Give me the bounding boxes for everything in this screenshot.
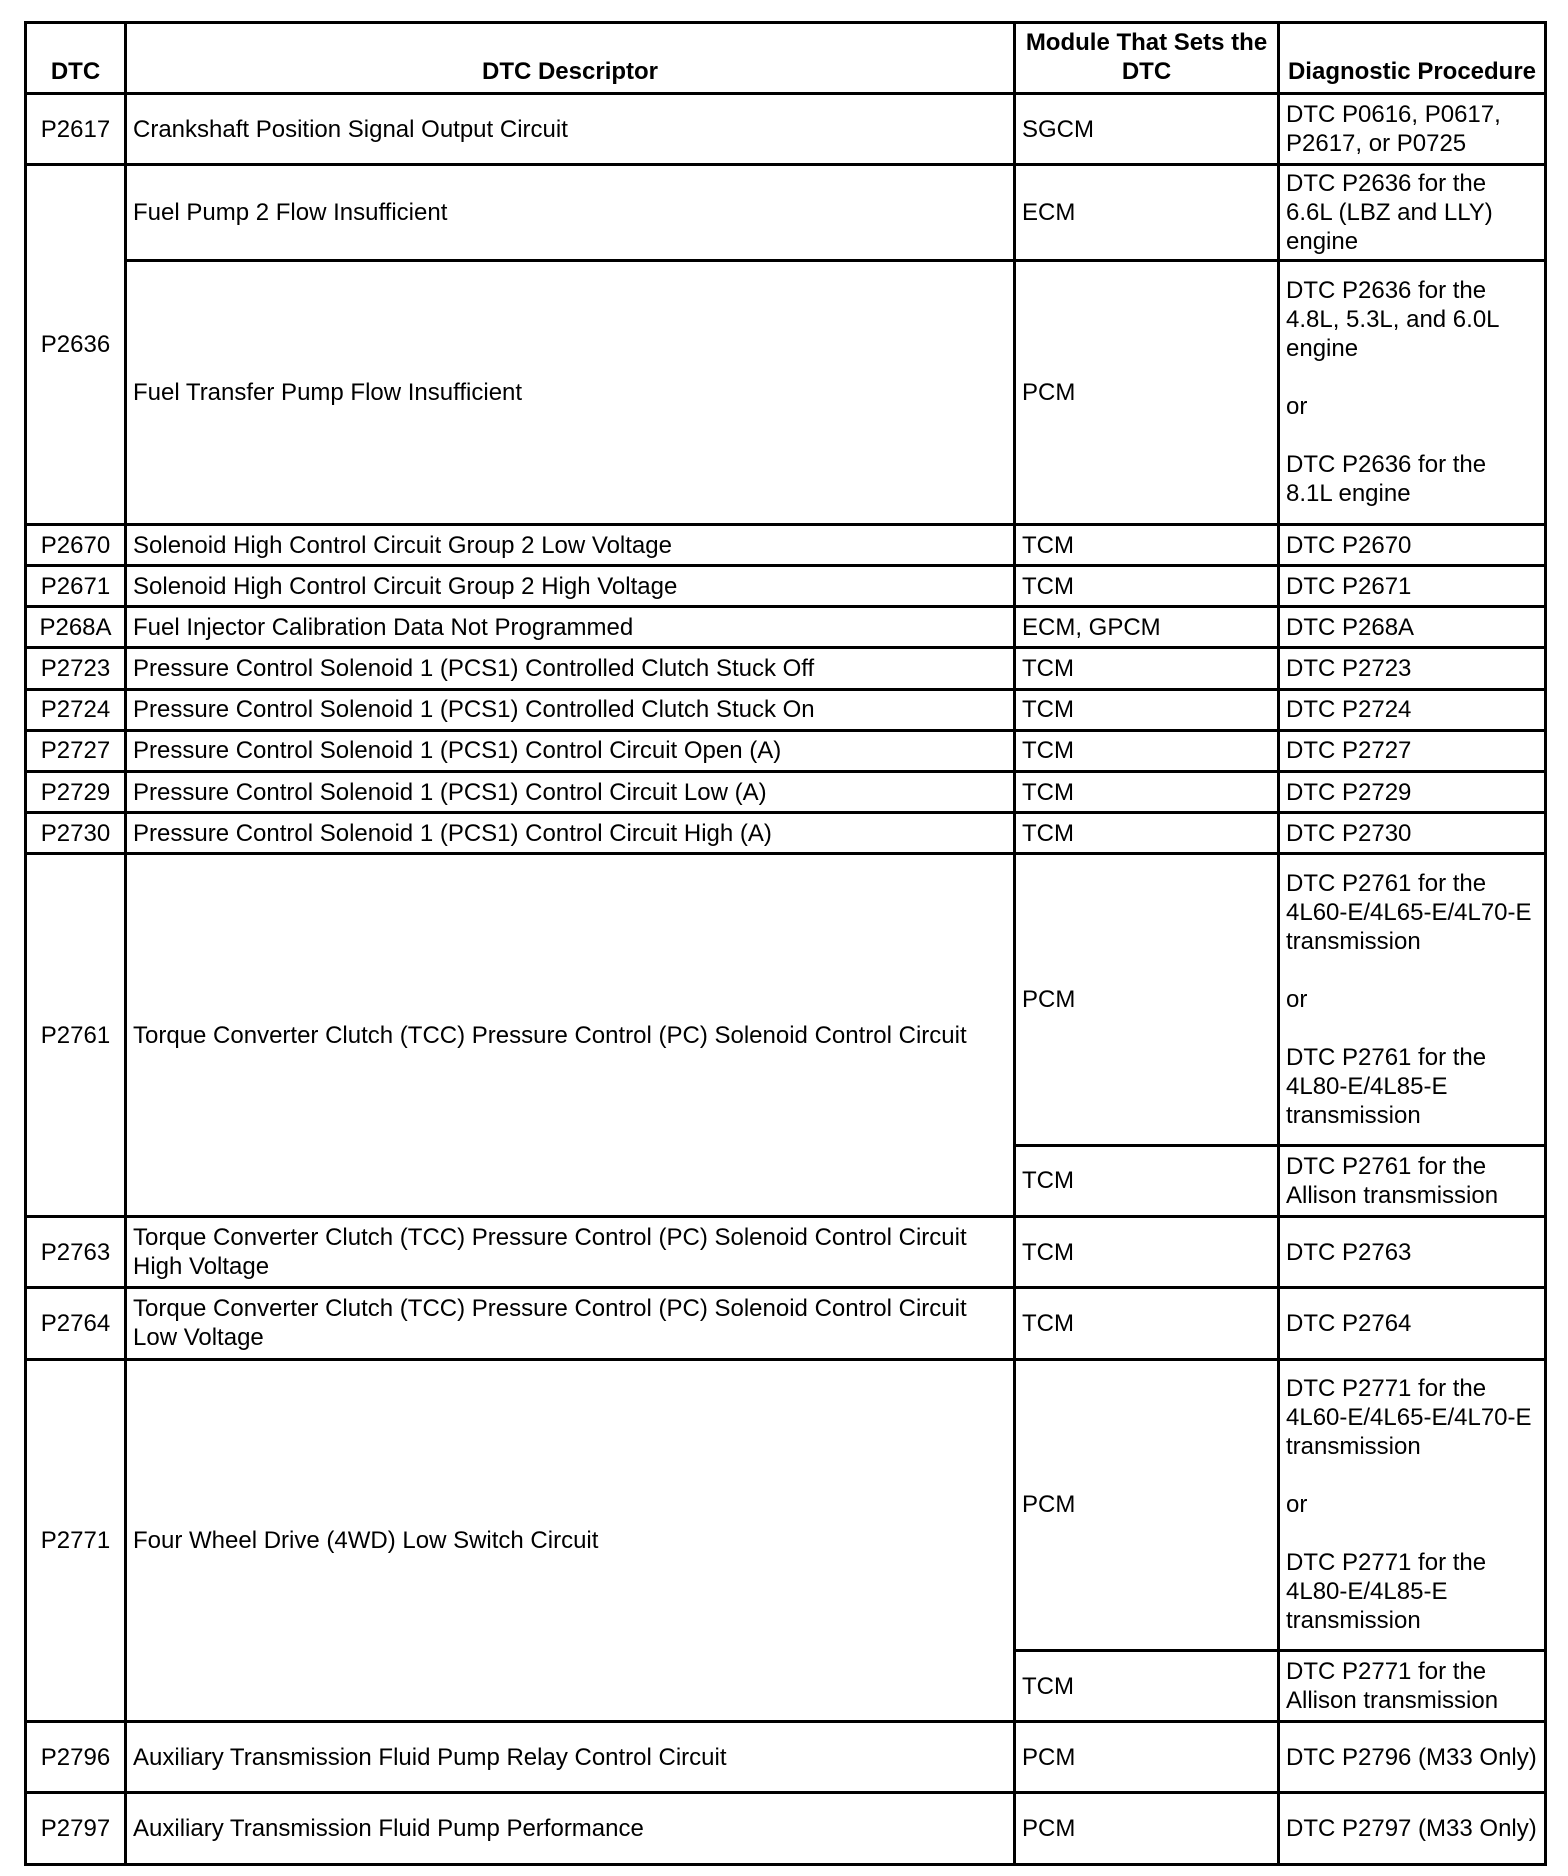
dtc-code: P268A bbox=[26, 607, 126, 648]
diagnostic-procedure: DTC P2730 bbox=[1279, 813, 1546, 854]
diagnostic-procedure: DTC P2727 bbox=[1279, 730, 1546, 771]
table-row bbox=[26, 94, 1546, 165]
header-module: Module That Sets the DTC bbox=[1015, 23, 1279, 94]
setting-module: PCM bbox=[1015, 260, 1279, 524]
diagnostic-procedure: DTC P2761 for the 4L60-E/4L65-E/4L70-E transmission or DTC P2761 for the 4L80-E/4L85-E transmission bbox=[1279, 854, 1546, 1145]
dtc-descriptor: Fuel Injector Calibration Data Not Programmed bbox=[126, 607, 1015, 648]
table-row bbox=[26, 607, 1546, 648]
dtc-code: P2723 bbox=[26, 648, 126, 689]
dtc-code: P2727 bbox=[26, 730, 126, 771]
setting-module: PCM bbox=[1015, 1793, 1279, 1865]
setting-module: TCM bbox=[1015, 730, 1279, 771]
diagnostic-procedure: DTC P2670 bbox=[1279, 524, 1546, 565]
dtc-code: P2670 bbox=[26, 524, 126, 565]
table-row bbox=[26, 1288, 1546, 1359]
table-row bbox=[26, 730, 1546, 771]
setting-module: SGCM bbox=[1015, 94, 1279, 165]
dtc-descriptor: Pressure Control Solenoid 1 (PCS1) Control Circuit High (A) bbox=[126, 813, 1015, 854]
setting-module: PCM bbox=[1015, 854, 1279, 1145]
dtc-descriptor: Torque Converter Clutch (TCC) Pressure Control (PC) Solenoid Control Circuit High Voltage bbox=[126, 1216, 1015, 1287]
setting-module: TCM bbox=[1015, 566, 1279, 607]
table-row bbox=[26, 165, 1546, 260]
diagnostic-procedure: DTC P2761 for the Allison transmission bbox=[1279, 1145, 1546, 1216]
dtc-descriptor: Auxiliary Transmission Fluid Pump Performance bbox=[126, 1793, 1015, 1865]
table-row bbox=[26, 260, 1546, 524]
header-dtc: DTC bbox=[26, 23, 126, 94]
setting-module: TCM bbox=[1015, 813, 1279, 854]
dtc-code: P2797 bbox=[26, 1793, 126, 1865]
setting-module: TCM bbox=[1015, 524, 1279, 565]
dtc-descriptor: Pressure Control Solenoid 1 (PCS1) Control Circuit Low (A) bbox=[126, 771, 1015, 812]
dtc-code: P2724 bbox=[26, 689, 126, 730]
table-row bbox=[26, 1722, 1546, 1793]
diagnostic-procedure: DTC P2771 for the 4L60-E/4L65-E/4L70-E transmission or DTC P2771 for the 4L80-E/4L85-E transmission bbox=[1279, 1359, 1546, 1650]
table-row bbox=[26, 689, 1546, 730]
diagnostic-procedure: DTC P0616, P0617, P2617, or P0725 bbox=[1279, 94, 1546, 165]
diagnostic-procedure: DTC P2771 for the Allison transmission bbox=[1279, 1650, 1546, 1721]
dtc-descriptor: Torque Converter Clutch (TCC) Pressure Control (PC) Solenoid Control Circuit Low Voltage bbox=[126, 1288, 1015, 1359]
dtc-descriptor: Torque Converter Clutch (TCC) Pressure Control (PC) Solenoid Control Circuit bbox=[126, 854, 1015, 1217]
diagnostic-procedure: DTC P2636 for the 4.8L, 5.3L, and 6.0L engine or DTC P2636 for the 8.1L engine bbox=[1279, 260, 1546, 524]
diagnostic-procedure: DTC P2671 bbox=[1279, 566, 1546, 607]
dtc-code: P2671 bbox=[26, 566, 126, 607]
dtc-code: P2636 bbox=[26, 165, 126, 525]
table-row bbox=[26, 524, 1546, 565]
setting-module: TCM bbox=[1015, 1650, 1279, 1721]
table-row bbox=[26, 771, 1546, 812]
header-row bbox=[26, 23, 1546, 94]
header-descriptor: DTC Descriptor bbox=[126, 23, 1015, 94]
dtc-descriptor: Pressure Control Solenoid 1 (PCS1) Controlled Clutch Stuck On bbox=[126, 689, 1015, 730]
setting-module: TCM bbox=[1015, 1145, 1279, 1216]
diagnostic-procedure: DTC P2729 bbox=[1279, 771, 1546, 812]
setting-module: TCM bbox=[1015, 1288, 1279, 1359]
diagnostic-procedure: DTC P268A bbox=[1279, 607, 1546, 648]
diagnostic-procedure: DTC P2723 bbox=[1279, 648, 1546, 689]
setting-module: TCM bbox=[1015, 1216, 1279, 1287]
dtc-code: P2730 bbox=[26, 813, 126, 854]
header-procedure: Diagnostic Procedure bbox=[1279, 23, 1546, 94]
dtc-code: P2761 bbox=[26, 854, 126, 1217]
dtc-descriptor: Solenoid High Control Circuit Group 2 Low Voltage bbox=[126, 524, 1015, 565]
table-row bbox=[26, 648, 1546, 689]
dtc-descriptor: Four Wheel Drive (4WD) Low Switch Circuit bbox=[126, 1359, 1015, 1722]
table-row bbox=[26, 1359, 1546, 1650]
dtc-code: P2763 bbox=[26, 1216, 126, 1287]
setting-module: TCM bbox=[1015, 689, 1279, 730]
table-row bbox=[26, 566, 1546, 607]
diagnostic-procedure: DTC P2764 bbox=[1279, 1288, 1546, 1359]
dtc-descriptor: Solenoid High Control Circuit Group 2 High Voltage bbox=[126, 566, 1015, 607]
setting-module: PCM bbox=[1015, 1722, 1279, 1793]
dtc-code: P2771 bbox=[26, 1359, 126, 1722]
table-row bbox=[26, 1793, 1546, 1865]
diagnostic-procedure: DTC P2797 (M33 Only) bbox=[1279, 1793, 1546, 1865]
setting-module: ECM, GPCM bbox=[1015, 607, 1279, 648]
setting-module: PCM bbox=[1015, 1359, 1279, 1650]
setting-module: ECM bbox=[1015, 165, 1279, 260]
dtc-descriptor: Auxiliary Transmission Fluid Pump Relay Control Circuit bbox=[126, 1722, 1015, 1793]
dtc-code: P2796 bbox=[26, 1722, 126, 1793]
setting-module: TCM bbox=[1015, 771, 1279, 812]
dtc-descriptor: Pressure Control Solenoid 1 (PCS1) Controlled Clutch Stuck Off bbox=[126, 648, 1015, 689]
diagnostic-procedure: DTC P2724 bbox=[1279, 689, 1546, 730]
setting-module: TCM bbox=[1015, 648, 1279, 689]
dtc-descriptor: Fuel Pump 2 Flow Insufficient bbox=[126, 165, 1015, 260]
dtc-descriptor: Fuel Transfer Pump Flow Insufficient bbox=[126, 260, 1015, 524]
table-row bbox=[26, 813, 1546, 854]
diagnostic-procedure: DTC P2763 bbox=[1279, 1216, 1546, 1287]
table-row bbox=[26, 1216, 1546, 1287]
diagnostic-procedure: DTC P2636 for the 6.6L (LBZ and LLY) engine bbox=[1279, 165, 1546, 260]
dtc-descriptor: Crankshaft Position Signal Output Circuit bbox=[126, 94, 1015, 165]
dtc-code: P2764 bbox=[26, 1288, 126, 1359]
dtc-code: P2617 bbox=[26, 94, 126, 165]
dtc-code: P2729 bbox=[26, 771, 126, 812]
dtc-table bbox=[24, 21, 1547, 1866]
table-row bbox=[26, 854, 1546, 1145]
diagnostic-procedure: DTC P2796 (M33 Only) bbox=[1279, 1722, 1546, 1793]
dtc-descriptor: Pressure Control Solenoid 1 (PCS1) Control Circuit Open (A) bbox=[126, 730, 1015, 771]
